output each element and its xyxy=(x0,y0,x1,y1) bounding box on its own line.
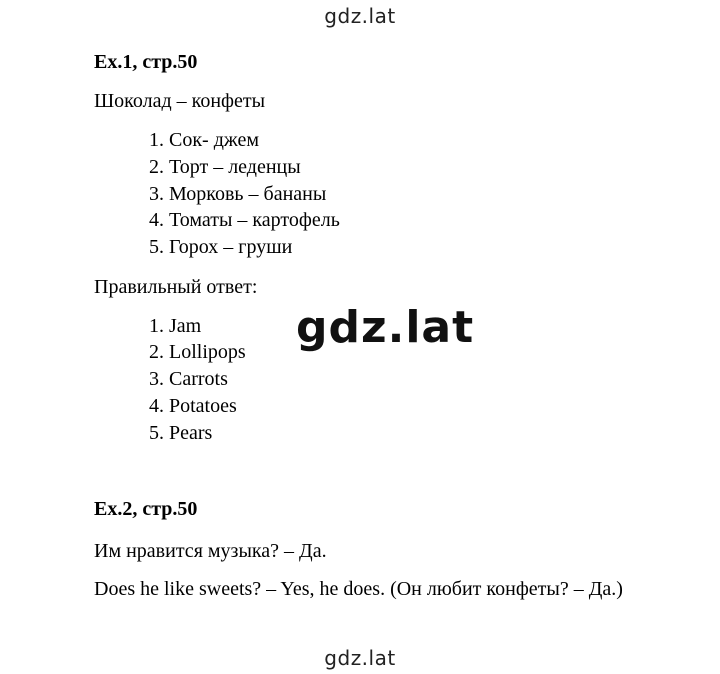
list-item: 2. Торт – леденцы xyxy=(149,156,301,178)
ex2-heading: Ex.2, стр.50 xyxy=(94,498,198,520)
list-item: 4. Томаты – картофель xyxy=(149,209,340,231)
list-item: 3. Морковь – бананы xyxy=(149,183,327,205)
list-item: 1. Сок- джем xyxy=(149,129,259,151)
ex1-heading: Ex.1, стр.50 xyxy=(94,51,198,73)
ex2-line: Does he like sweets? – Yes, he does. (Он любит конфеты? – Да.) xyxy=(94,578,623,600)
watermark-center: gdz.lat xyxy=(296,302,475,353)
ex1-intro: Шоколад – конфеты xyxy=(94,90,266,112)
ex2-line: Им нравится музыка? – Да. xyxy=(94,540,327,562)
list-item: 5. Pears xyxy=(149,422,213,444)
list-item: 2. Lollipops xyxy=(149,341,246,363)
watermark-top: gdz.lat xyxy=(324,4,396,28)
ex1-answer-label: Правильный ответ: xyxy=(94,276,258,298)
list-item: 3. Carrots xyxy=(149,368,228,390)
list-item: 4. Potatoes xyxy=(149,395,237,417)
list-item: 5. Горох – груши xyxy=(149,236,293,258)
list-item: 1. Jam xyxy=(149,315,202,337)
watermark-bottom: gdz.lat xyxy=(324,646,396,670)
